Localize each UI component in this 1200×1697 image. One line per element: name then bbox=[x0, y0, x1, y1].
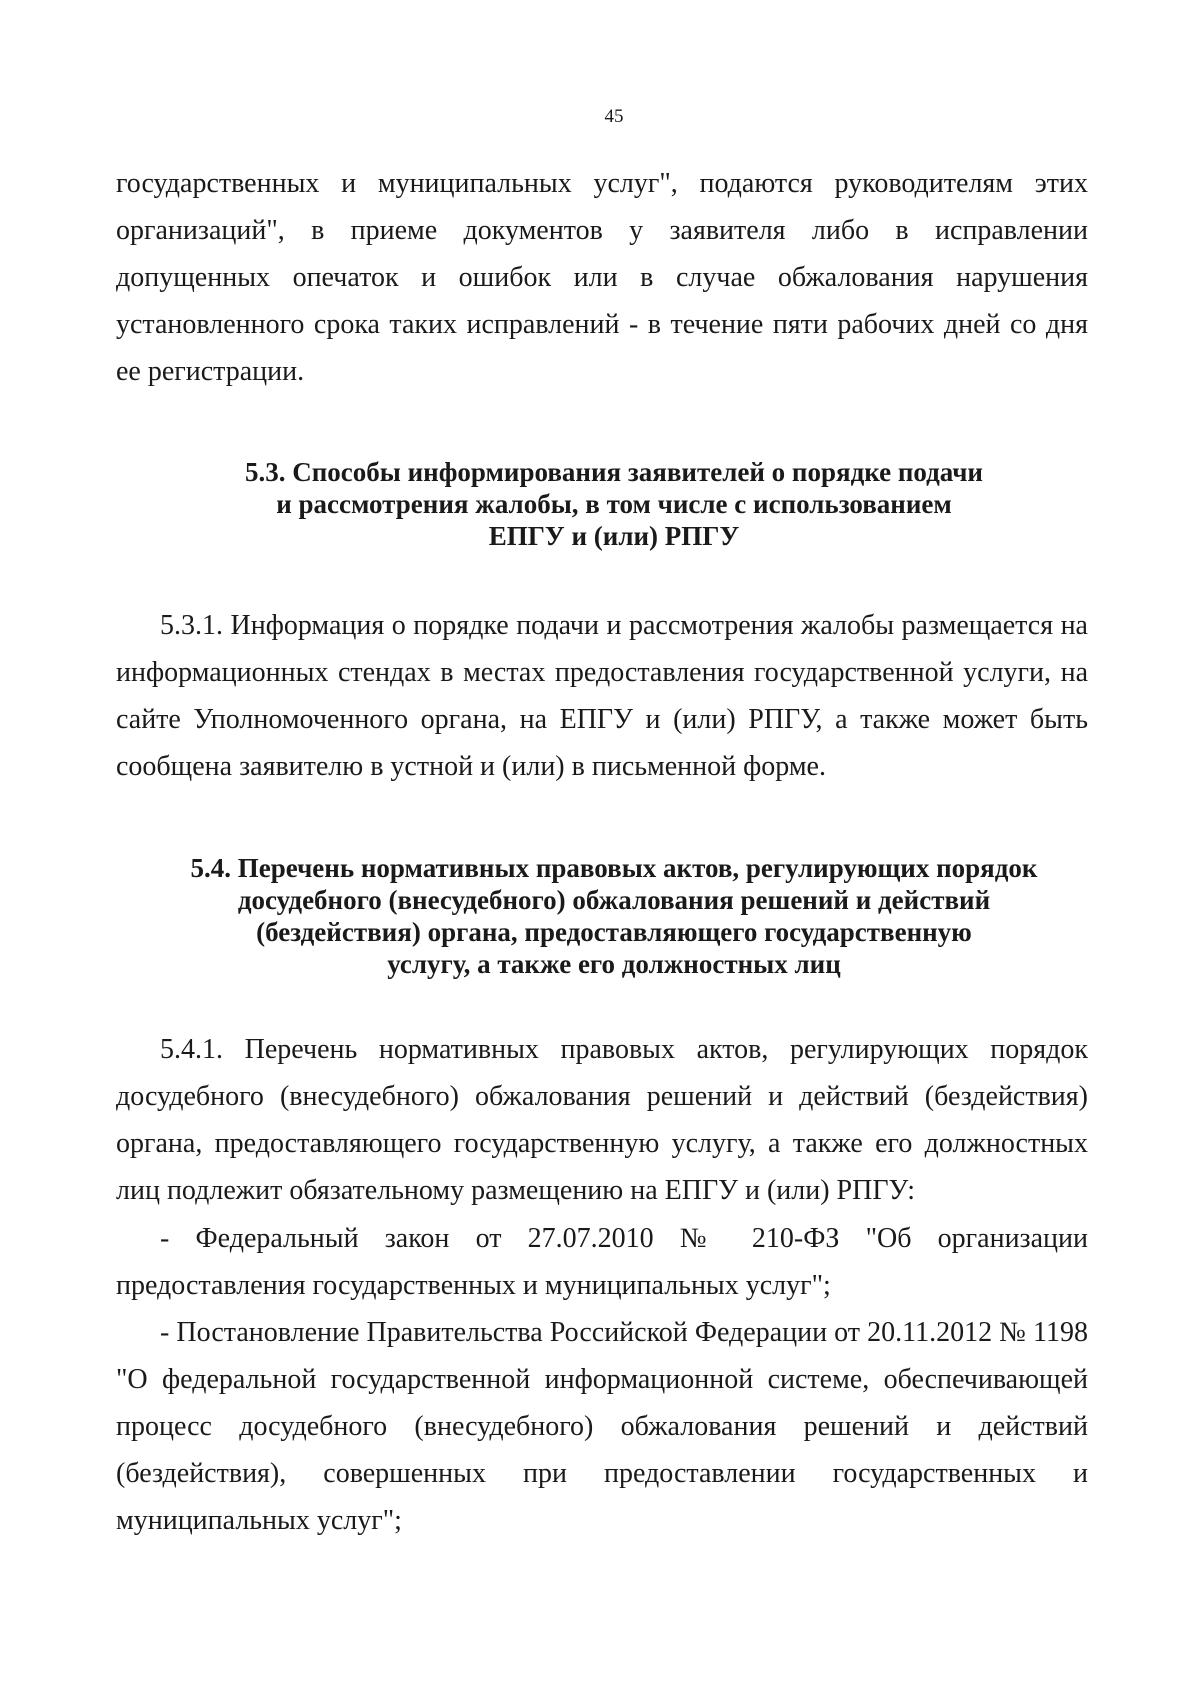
paragraph-5-4-1: 5.4.1. Перечень нормативных правовых актов, регулирующих порядок досудебного (внесудебного) обжалования решений и действий (бездействия) органа, предоставляющего государственную услугу, а также его должностных лиц подлежит обязательному размещению на ЕПГУ и (или) РПГУ: bbox=[116, 1034, 1088, 1206]
page-number: 45 bbox=[604, 106, 624, 127]
paragraph-continuation: государственных и муниципальных услуг", подаются руководителям этих организаций", в приеме документов у заявителя либо в исправлении допущенных опечаток и ошибок или в случае обжалования нарушения установленного срока таких исправлений - в течение пяти рабочих дней со дня ее регистрации. bbox=[116, 168, 1088, 387]
heading-line: услугу, а также его должностных лиц bbox=[387, 949, 841, 979]
heading-line: 5.4. Перечень нормативных правовых актов, регулирующих порядок bbox=[190, 853, 1038, 883]
heading-line: (бездействия) органа, предоставляющего государственную bbox=[256, 917, 972, 947]
section-heading-5-3 bbox=[116, 456, 1112, 552]
paragraph-5-3-1: 5.3.1. Информация о порядке подачи и рассмотрения жалобы размещается на информационных стендах в местах предоставления государственной услуги, на сайте Уполномоченного органа, на ЕПГУ и (или) РПГУ, а также может быть сообщена заявителю в устной и (или) в письменной форме. bbox=[116, 610, 1088, 782]
heading-line: ЕПГУ и (или) РПГУ bbox=[488, 521, 740, 551]
heading-line: и рассмотрения жалобы, в том числе с использованием bbox=[276, 489, 952, 519]
section-heading-5-4 bbox=[116, 852, 1112, 980]
heading-line: 5.3. Способы информирования заявителей о порядке подачи bbox=[245, 457, 983, 487]
law-list-item: - Федеральный закон от 27.07.2010 № 210-ФЗ "Об организации предоставления государственных и муниципальных услуг"; bbox=[116, 1223, 1088, 1301]
heading-line: досудебного (внесудебного) обжалования решений и действий bbox=[237, 885, 991, 915]
law-list-item: - Постановление Правительства Российской Федерации от 20.11.2012 № 1198 "О федеральной государственной информационной системе, обеспечивающей процесс досудебного (внесудебного) обжалования решений и действий (бездействия), совершенных при предоставлении государственных и муниципальных услуг"; bbox=[116, 1317, 1088, 1536]
